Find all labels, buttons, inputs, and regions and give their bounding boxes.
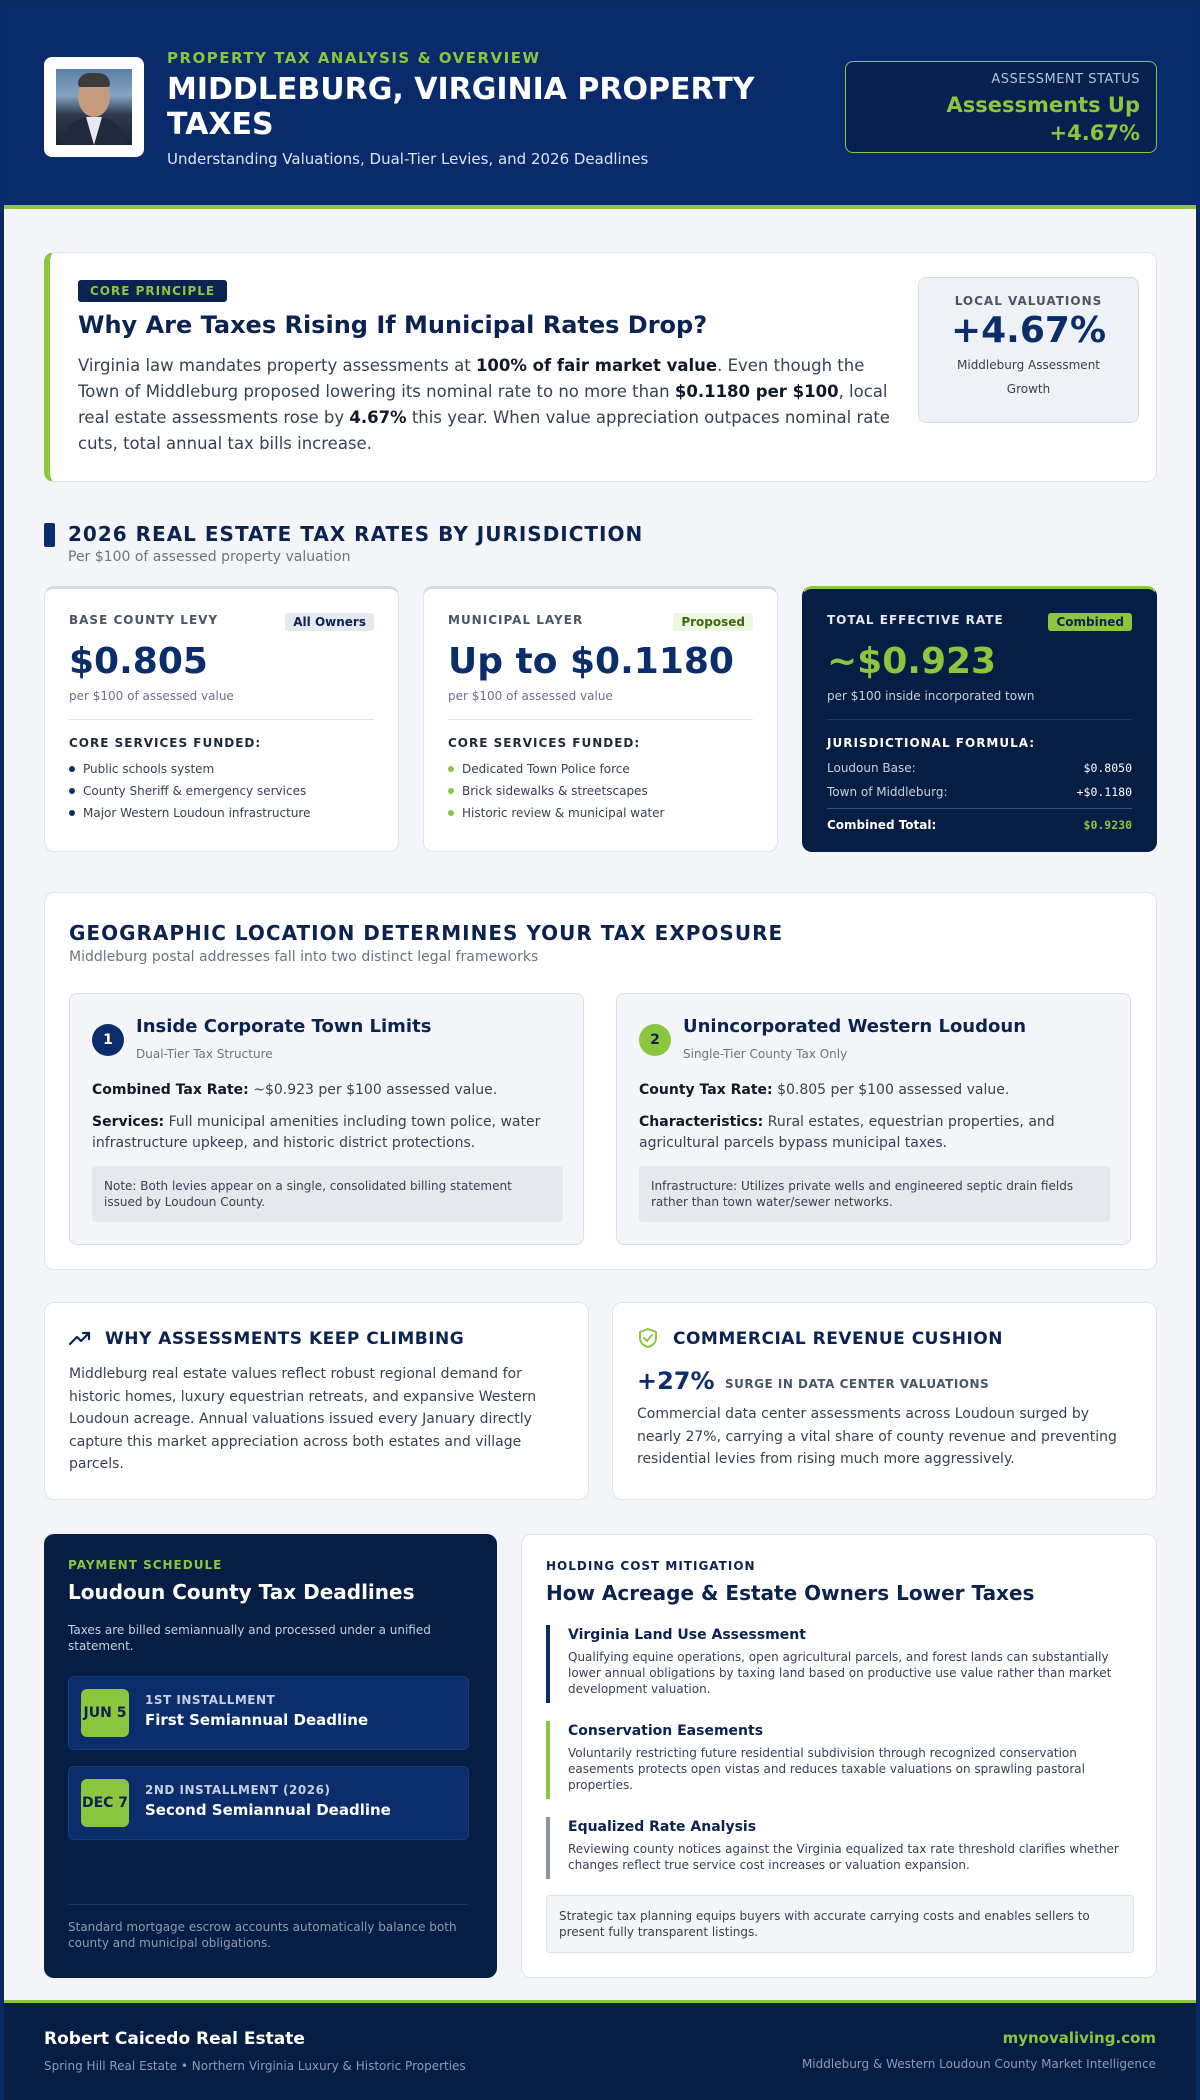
section-marker — [44, 523, 55, 547]
formula-heading: JURISDICTIONAL FORMULA: — [827, 736, 1036, 750]
page-subtitle: Understanding Valuations, Dual-Tier Levies, and 2026 Deadlines — [167, 150, 649, 168]
card-title: COMMERCIAL REVENUE CUSHION — [673, 1329, 1003, 1349]
rate-pill: All Owners — [285, 613, 374, 631]
rate-unit: per $100 of assessed value — [69, 689, 374, 720]
status-value: Assessments Up +4.67% — [946, 93, 1140, 145]
list-item: Major Western Loudoun infrastructure — [69, 802, 374, 824]
core-text: Virginia law mandates property assessments at 100% of fair market value. Even though the Town of Middleburg proposed lowering its nominal rate to no more than $0.1180 per $100, local real estate assessments rose by 4.67% this year. When value appreciation outpaces nominal rate cuts, total annual tax bills increase. — [78, 356, 890, 453]
trending-up-icon — [69, 1329, 91, 1347]
rate-pill: Proposed — [673, 613, 753, 631]
total-effective-rate-card — [802, 586, 1157, 852]
formula-total: Combined Total: $0.9230 — [827, 808, 1132, 837]
rate-heading: MUNICIPAL LAYER — [448, 613, 584, 627]
formula-row: Loudoun Base: $0.8050 — [827, 761, 1132, 775]
zone-title: Unincorporated Western Loudoun — [683, 1016, 1027, 1037]
valuations-label: LOCAL VALUATIONS — [954, 294, 1103, 308]
zone-title: Inside Corporate Town Limits — [136, 1016, 432, 1037]
payment-text: Taxes are billed semiannually and processed under a unified statement. — [68, 1623, 431, 1653]
mitigation-note: Strategic tax planning equips buyers with accurate carrying costs and enables sellers to present fully transparent listings. — [546, 1895, 1134, 1953]
footer-brand: Robert Caicedo Real Estate — [44, 2029, 305, 2049]
deadline-name: First Semiannual Deadline — [145, 1711, 369, 1729]
deadline-date: DEC 7 — [81, 1779, 129, 1827]
payment-schedule-card — [44, 1534, 497, 1978]
deadline-label: 2ND INSTALLMENT (2026) — [145, 1783, 331, 1797]
rates-section-title: 2026 REAL ESTATE TAX RATES BY JURISDICTION — [68, 522, 644, 546]
mitigation-item-title: Conservation Easements — [568, 1723, 764, 1739]
surge-stat-label: SURGE IN DATA CENTER VALUATIONS — [725, 1377, 990, 1391]
mitigation-item — [546, 1721, 1134, 1799]
services-heading: CORE SERVICES FUNDED: — [448, 736, 641, 750]
card-title: WHY ASSESSMENTS KEEP CLIMBING — [105, 1329, 465, 1349]
formula-table — [827, 756, 1132, 837]
mitigation-item — [546, 1817, 1134, 1879]
surge-stat: +27% — [637, 1367, 715, 1395]
list-item: County Sheriff & emergency services — [69, 780, 374, 802]
zone-services: Services: Full municipal amenities including town police, water infrastructure upkeep, and historic district protections. — [92, 1114, 541, 1151]
page-title: MIDDLEBURG, VIRGINIA PROPERTY TAXES — [167, 72, 755, 142]
core-title: Why Are Taxes Rising If Municipal Rates Drop? — [78, 311, 708, 339]
rate-value: ~$0.923 — [827, 641, 997, 682]
mitigation-item-text: Voluntarily restricting future residential subdivision through recognized conservation easements protects open vistas and reduces taxable valuations on sprawling pastoral properties. — [568, 1746, 1085, 1792]
agent-avatar — [44, 57, 144, 157]
zone-rate: County Tax Rate: $0.805 per $100 assessed value. — [639, 1082, 1010, 1098]
payment-title: Loudoun County Tax Deadlines — [68, 1580, 415, 1604]
footer — [4, 2000, 1196, 2100]
mitigation-item — [546, 1625, 1134, 1703]
status-label: ASSESSMENT STATUS — [991, 72, 1140, 87]
footer-tagline: Spring Hill Real Estate • Northern Virginia Luxury & Historic Properties — [44, 2059, 466, 2073]
mitigation-item-title: Equalized Rate Analysis — [568, 1819, 757, 1835]
inside-town-limits-panel — [69, 993, 584, 1245]
deadline-item — [68, 1766, 469, 1840]
rate-value: $0.805 — [69, 641, 208, 682]
zone-number: 2 — [639, 1024, 671, 1056]
commercial-revenue-card — [612, 1302, 1157, 1500]
mitigation-card — [521, 1534, 1157, 1978]
core-principle-card — [44, 252, 1157, 482]
mitigation-item-text: Reviewing county notices against the Virginia equalized tax rate threshold clarifies whether changes reflect true service cost increases or valuation expansion. — [568, 1842, 1119, 1872]
payment-eyebrow: PAYMENT SCHEDULE — [68, 1558, 223, 1572]
list-item: Dedicated Town Police force — [448, 758, 753, 780]
zone-characteristics: Characteristics: Rural estates, equestrian properties, and agricultural parcels bypass municipal taxes. — [639, 1114, 1055, 1151]
unincorporated-panel — [616, 993, 1131, 1245]
card-text: Middleburg real estate values reflect robust regional demand for historic homes, luxury equestrian retreats, and expansive Western Loudoun acreage. Annual valuations issued every January directly capture this market appreciation across both estates and village parcels. — [69, 1366, 537, 1472]
geo-title: GEOGRAPHIC LOCATION DETERMINES YOUR TAX EXPOSURE — [69, 921, 784, 945]
assessments-climbing-card — [44, 1302, 589, 1500]
assessment-status-box — [845, 61, 1157, 153]
footer-website-link[interactable]: mynovaliving.com — [1002, 2029, 1156, 2047]
services-heading: CORE SERVICES FUNDED: — [69, 736, 262, 750]
core-principle-badge: CORE PRINCIPLE — [78, 280, 227, 302]
zone-number: 1 — [92, 1024, 124, 1056]
list-item: Public schools system — [69, 758, 374, 780]
rate-heading: BASE COUNTY LEVY — [69, 613, 219, 627]
valuations-value: +4.67% — [950, 310, 1107, 351]
footer-descriptor: Middleburg & Western Loudoun County Market Intelligence — [801, 2057, 1156, 2071]
rate-heading: TOTAL EFFECTIVE RATE — [827, 613, 1004, 627]
zone-subtitle: Dual-Tier Tax Structure — [136, 1047, 273, 1061]
county-levy-card — [44, 586, 399, 852]
mitigation-eyebrow: HOLDING COST MITIGATION — [546, 1559, 756, 1573]
zone-rate: Combined Tax Rate: ~$0.923 per $100 assessed value. — [92, 1082, 498, 1098]
local-valuations-box — [918, 277, 1139, 423]
services-list — [69, 758, 374, 824]
deadline-label: 1ST INSTALLMENT — [145, 1693, 276, 1707]
mitigation-item-text: Qualifying equine operations, open agricultural parcels, and forest lands can substantially lower annual obligations by taxing land based on productive use value rather than market development valuation. — [568, 1650, 1112, 1696]
zone-subtitle: Single-Tier County Tax Only — [683, 1047, 848, 1061]
zone-note: Infrastructure: Utilizes private wells and engineered septic drain fields rather than town water/sewer networks. — [639, 1166, 1110, 1222]
geographic-card — [44, 892, 1157, 1270]
geo-subtitle: Middleburg postal addresses fall into two distinct legal frameworks — [69, 949, 539, 965]
mitigation-item-title: Virginia Land Use Assessment — [568, 1627, 806, 1643]
rate-value: Up to $0.1180 — [448, 641, 734, 682]
list-item: Brick sidewalks & streetscapes — [448, 780, 753, 802]
valuations-caption: Middleburg Assessment Growth — [957, 358, 1100, 396]
rate-unit: per $100 inside incorporated town — [827, 689, 1132, 720]
deadline-item — [68, 1676, 469, 1750]
municipal-layer-card — [423, 586, 778, 852]
header — [4, 4, 1196, 209]
deadline-date: JUN 5 — [81, 1689, 129, 1737]
deadline-name: Second Semiannual Deadline — [145, 1801, 391, 1819]
rate-pill: Combined — [1048, 613, 1132, 631]
payment-footnote: Standard mortgage escrow accounts automatically balance both county and municipal obligations. — [68, 1904, 468, 1951]
mitigation-title: How Acreage & Estate Owners Lower Taxes — [546, 1581, 1035, 1605]
formula-row: Town of Middleburg: +$0.1180 — [827, 785, 1132, 799]
header-eyebrow: PROPERTY TAX ANALYSIS & OVERVIEW — [167, 49, 541, 67]
shield-check-icon — [637, 1327, 659, 1349]
zone-note: Note: Both levies appear on a single, consolidated billing statement issued by Loudoun County. — [92, 1166, 563, 1222]
services-list — [448, 758, 753, 824]
card-text: Commercial data center assessments across Loudoun surged by nearly 27%, carrying a vital share of county revenue and preventing residential levies from rising much more aggressively. — [637, 1406, 1117, 1467]
list-item: Historic review & municipal water — [448, 802, 753, 824]
rate-unit: per $100 of assessed value — [448, 689, 753, 720]
rates-section-subtitle: Per $100 of assessed property valuation — [68, 549, 351, 565]
